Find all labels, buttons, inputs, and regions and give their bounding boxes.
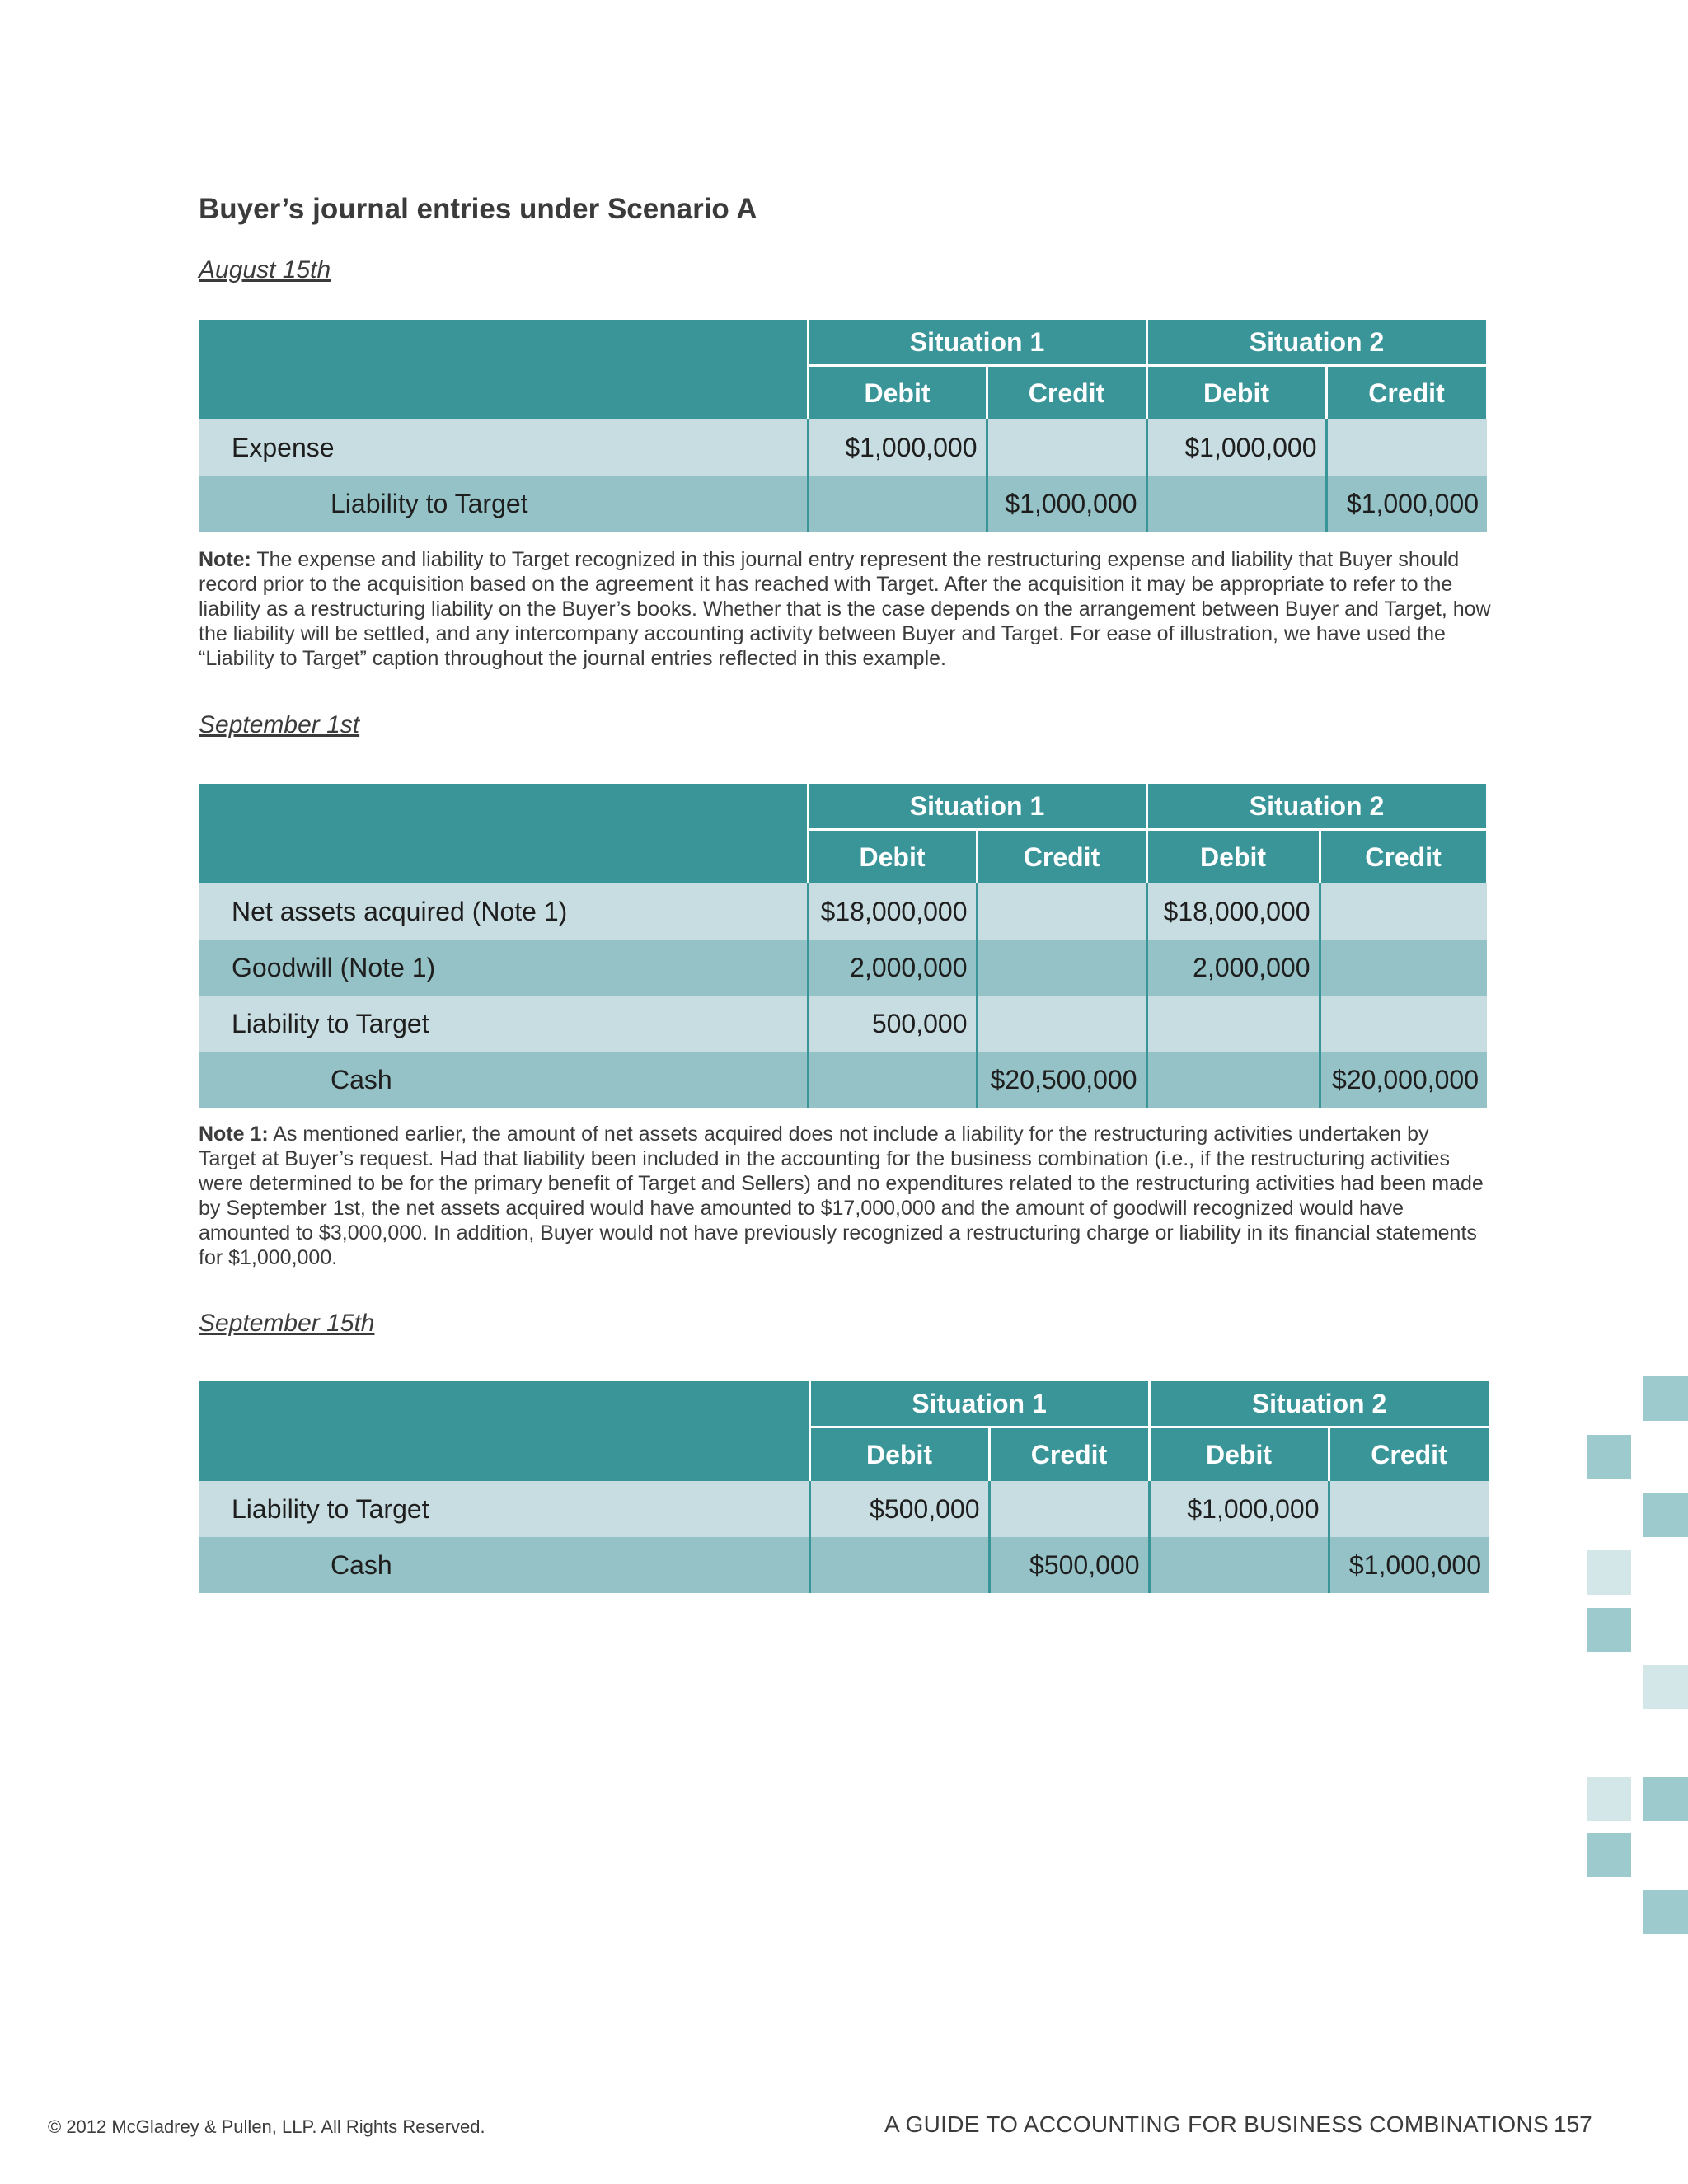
s2-debit-cell xyxy=(1149,1537,1329,1593)
table-row xyxy=(199,1052,1487,1108)
s1-debit-cell: $1,000,000 xyxy=(808,419,987,476)
note-label: Note: xyxy=(199,548,251,571)
decorative-square xyxy=(1587,1550,1631,1595)
s1-credit-cell xyxy=(977,883,1146,940)
header-credit: Credit xyxy=(987,366,1146,420)
s1-debit-cell: $500,000 xyxy=(809,1481,989,1537)
decorative-square xyxy=(1643,1376,1688,1421)
s1-debit-cell xyxy=(809,1537,989,1593)
header-debit: Debit xyxy=(808,366,987,420)
header-blank xyxy=(199,320,808,419)
s2-credit-cell xyxy=(1329,1481,1489,1537)
decorative-square xyxy=(1587,1777,1631,1821)
s2-credit-cell: $1,000,000 xyxy=(1329,1537,1489,1593)
table-row xyxy=(199,476,1487,532)
s2-credit-cell xyxy=(1320,940,1487,996)
header-debit: Debit xyxy=(1146,830,1320,884)
note-text: The expense and liability to Target recognized in this journal entry represent the restructuring expense and liability that Buyer should record prior to the acquisition based on the agreement it has reached with Target. After the acquisition it may be appropriate to refer to the liability as a restructuring liability on the Buyer’s books. Whether that is the case depends on the arrangement between Buyer and Target, how the liability will be settled, and any intercompany accounting activity between Buyer and Target. For ease of illustration, we have used the “Liability to Target” caption throughout the journal entries reflected in this example. xyxy=(199,548,1491,670)
s1-credit-cell xyxy=(989,1481,1149,1537)
note-paragraph xyxy=(199,547,1491,671)
note-label: Note 1: xyxy=(199,1122,269,1146)
s2-debit-cell: $18,000,000 xyxy=(1146,883,1320,940)
table-row xyxy=(199,419,1487,476)
header-situation-2: Situation 2 xyxy=(1146,320,1487,366)
journal-table-august-15 xyxy=(199,320,1489,532)
header-credit: Credit xyxy=(1320,830,1487,884)
s1-credit-cell: $500,000 xyxy=(989,1537,1149,1593)
footer-guide-title: A GUIDE TO ACCOUNTING FOR BUSINESS COMBINATIONS xyxy=(884,2111,1549,2137)
s2-debit-cell xyxy=(1146,476,1326,532)
account-label: Goodwill (Note 1) xyxy=(199,940,808,996)
s1-credit-cell xyxy=(987,419,1146,476)
journal-table-september-15 xyxy=(199,1381,1491,1593)
account-label: Liability to Target xyxy=(199,996,808,1052)
s2-debit-cell xyxy=(1146,1052,1320,1108)
header-debit: Debit xyxy=(808,830,977,884)
s1-debit-cell xyxy=(808,1052,977,1108)
s1-credit-cell xyxy=(977,996,1146,1052)
header-situation-2: Situation 2 xyxy=(1146,784,1487,830)
header-debit: Debit xyxy=(809,1427,989,1482)
s2-debit-cell: $1,000,000 xyxy=(1149,1481,1329,1537)
s2-credit-cell: $20,000,000 xyxy=(1320,1052,1487,1108)
header-blank xyxy=(199,1381,809,1481)
s1-credit-cell xyxy=(977,940,1146,996)
header-situation-1: Situation 1 xyxy=(808,784,1146,830)
s1-debit-cell: 500,000 xyxy=(808,996,977,1052)
header-debit: Debit xyxy=(1149,1427,1329,1482)
s2-credit-cell xyxy=(1320,996,1487,1052)
header-situation-1: Situation 1 xyxy=(809,1381,1149,1427)
footer-copyright: © 2012 McGladrey & Pullen, LLP. All Rights Reserved. xyxy=(48,2116,485,2137)
page-title: Buyer’s journal entries under Scenario A xyxy=(199,193,757,225)
table-row xyxy=(199,940,1487,996)
s2-credit-cell: $1,000,000 xyxy=(1326,476,1487,532)
account-label: Cash xyxy=(199,1537,809,1593)
s1-credit-cell: $1,000,000 xyxy=(987,476,1146,532)
header-credit: Credit xyxy=(989,1427,1149,1482)
decorative-square xyxy=(1587,1435,1631,1479)
account-label: Liability to Target xyxy=(199,1481,809,1537)
table-row xyxy=(199,1481,1489,1537)
date-heading-september-1: September 1st xyxy=(199,711,360,738)
header-situation-2: Situation 2 xyxy=(1149,1381,1489,1427)
s2-debit-cell xyxy=(1146,996,1320,1052)
table-row xyxy=(199,883,1487,940)
header-credit: Credit xyxy=(1329,1427,1489,1482)
header-debit: Debit xyxy=(1146,366,1326,420)
journal-table-september-1 xyxy=(199,784,1489,1108)
decorative-square xyxy=(1587,1608,1631,1652)
s1-debit-cell xyxy=(808,476,987,532)
table-row xyxy=(199,1537,1489,1593)
header-blank xyxy=(199,784,808,883)
s1-debit-cell: $18,000,000 xyxy=(808,883,977,940)
account-label: Expense xyxy=(199,419,808,476)
account-label: Liability to Target xyxy=(199,476,808,532)
s2-credit-cell xyxy=(1326,419,1487,476)
account-label: Cash xyxy=(199,1052,808,1108)
header-credit: Credit xyxy=(1326,366,1487,420)
table-row xyxy=(199,996,1487,1052)
note-text: As mentioned earlier, the amount of net assets acquired does not include a liability for the restructuring activities undertaken by Target at Buyer’s request. Had that liability been included in the accounting for the business combination (i.e., if the restructuring activities were determined to be for the primary benefit of Target and Sellers) and no expenditures related to the restructuring activities had been made by September 1st, the net assets acquired would have amounted to $17,000,000 and the amount of goodwill recognized would have amounted to $3,000,000. In addition, Buyer would not have previously recognized a restructuring charge or liability in its financial statements for $1,000,000. xyxy=(199,1122,1484,1269)
date-heading-september-15: September 15th xyxy=(199,1310,375,1337)
s2-debit-cell: $1,000,000 xyxy=(1146,419,1326,476)
decorative-square xyxy=(1643,1777,1688,1821)
account-label: Net assets acquired (Note 1) xyxy=(199,883,808,940)
page-number: 157 xyxy=(1554,2111,1592,2137)
s1-credit-cell: $20,500,000 xyxy=(977,1052,1146,1108)
decorative-square xyxy=(1643,1665,1688,1709)
s2-credit-cell xyxy=(1320,883,1487,940)
date-heading-august-15: August 15th xyxy=(199,256,331,284)
s1-debit-cell: 2,000,000 xyxy=(808,940,977,996)
header-credit: Credit xyxy=(977,830,1146,884)
decorative-square xyxy=(1643,1890,1688,1934)
s2-debit-cell: 2,000,000 xyxy=(1146,940,1320,996)
decorative-square xyxy=(1643,1493,1688,1537)
decorative-square xyxy=(1587,1833,1631,1877)
header-situation-1: Situation 1 xyxy=(808,320,1146,366)
note-paragraph xyxy=(199,1122,1491,1270)
